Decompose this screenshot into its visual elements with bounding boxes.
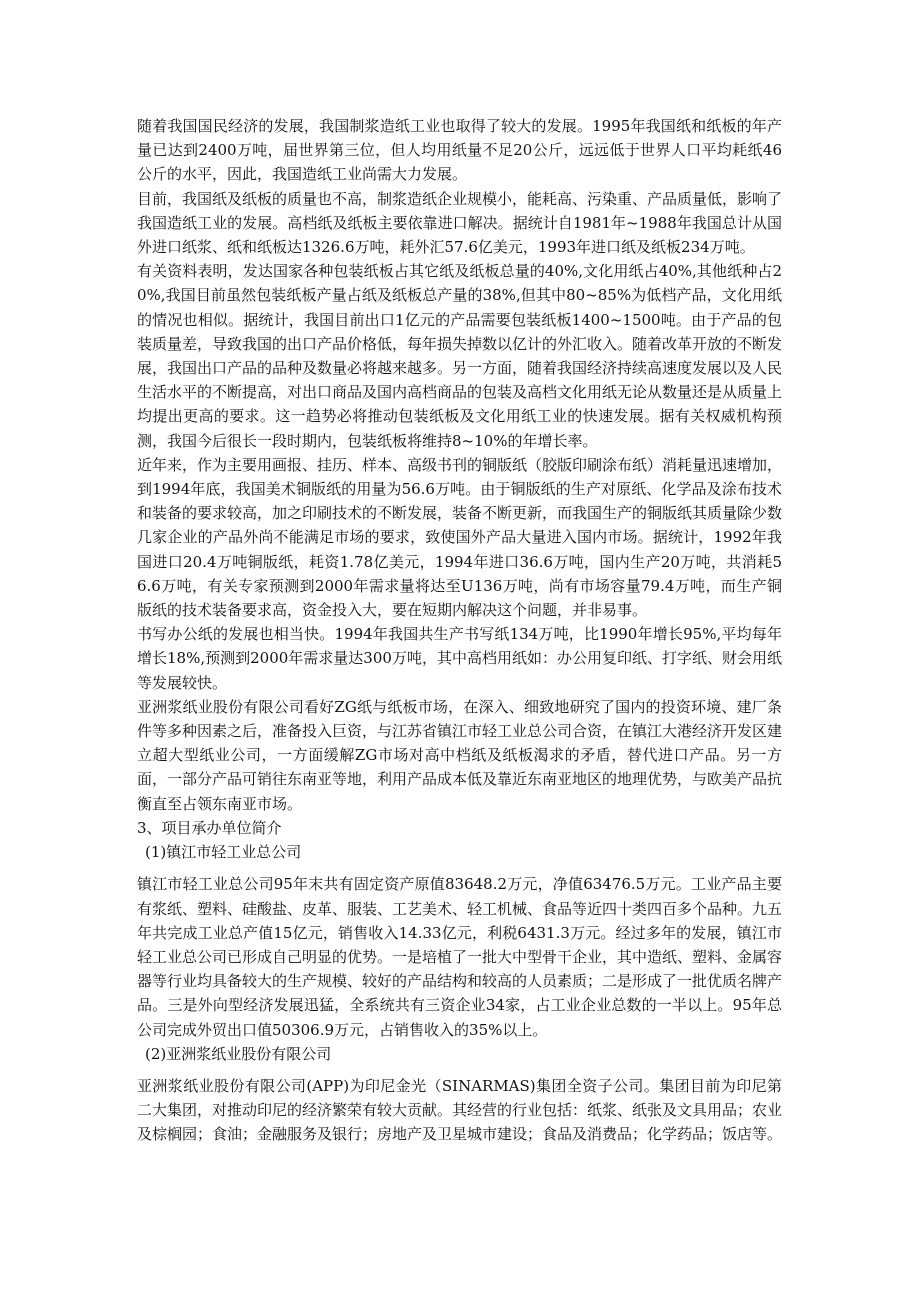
- subsection-heading-zhenjiang: (1)镇江市轻工业总公司: [145, 843, 302, 862]
- subsection-heading-app: (2)亚洲浆纸业股份有限公司: [145, 1044, 332, 1063]
- paragraph-paper-quality: 目前，我国纸及纸板的质量也不高，制浆造纸企业规模小，能耗高、污染重、产品质量低，影响了我国造纸工业的发展。高档纸及纸板主要依靠进口解决。据统计自1981年~1988年我国总计从国外进口纸浆、纸和纸板达1326.6万吨，耗外汇57.6亿美元，1993年进口纸及纸板234万吨。: [137, 189, 783, 257]
- document-body: [137, 114, 782, 1147]
- paragraph-industry-growth: 随着我国国民经济的发展，我国制浆造纸工业也取得了较大的发展。1995年我国纸和纸板的年产量已达到2400万吨，届世界第三位，但人均用纸量不足20公斤，远远低于世界人口平均耗纸46公斤的水平，因此，我国造纸工业尚需大力发展。: [137, 117, 782, 184]
- paragraph-app-investment: 亚洲浆纸业股份有限公司看好ZG纸与纸板市场，在深入、细致地研究了国内的投资环境、建厂条件等多种因素之后，准备投入巨资，与江苏省镇江市轻工业总公司合资，在镇江大港经济开发区建立超大型纸业公司，一方面缓解ZG市场对高中档纸及纸板渴求的矛盾，替代进口产品。另一方面，一部分产品可销往东南亚等地，利用产品成本低及靠近东南亚地区的地理优势，与欧美产品抗衡直至占领东南亚市场。: [137, 697, 783, 813]
- paragraph-app-company: 亚洲浆纸业股份有限公司(APP)为印尼金光（SINARMAS)集团全资子公司。集团目前为印尼第二大集团，对推动印尼的经济繁荣有较大贡献。其经营的行业包括：纸浆、纸张及文具用品；农业及棕榈园；食油；金融服务及银行；房地产及卫星城市建设；食品及消费品；化学药品；饭店等。: [137, 1076, 783, 1144]
- paragraph-office-paper: 书写办公纸的发展也相当快。1994年我国共生产书写纸134万吨，比1990年增长95%,平均每年增长18%,预测到2000年需求量达300万吨，其中高档用纸如：办公用复印纸、打字纸、财会用纸等发展较快。: [137, 625, 782, 692]
- paragraph-coated-paper: 近年来，作为主要用画报、挂历、样本、高级书刊的铜版纸（胶版印刷涂布纸）消耗量迅速增加，到1994年底，我国美术铜版纸的用量为56.6万吨。由于铜版纸的生产对原纸、化学品及涂布技术和装备的要求较高，加之印刷技术的不断发展，装备不断更新，而我国生产的铜版纸其质量除少数几家企业的产品外尚不能满足市场的要求，致使国外产品大量进入国内市场。据统计，1992年我国进口20.4万吨铜版纸，耗资1.78亿美元，1994年进口36.6万吨，国内生产20万吨，共消耗56.6万吨，有关专家预测到2000年需求量将达至U136万吨，尚有市场容量79.4万吨，而生产铜版纸的技术装备要求高，资金投入大，要在短期内解决这个问题，并非易事。: [137, 455, 783, 620]
- paragraph-zhenjiang-company: 镇江市轻工业总公司95年末共有固定资产原值83648.2万元，净值63476.5万元。工业产品主要有浆纸、塑料、硅酸盐、皮革、服装、工艺美术、轻工机械、食品等近四十类四百多个品种。九五年共完成工业总产值15亿元，销售收入14.33亿元，利税6431.3万元。经过多年的发展，镇江市轻工业总公司已形成自己明显的优势。一是培植了一批大中型骨干企业，其中造纸、塑料、金属容器等行业均具备较大的生产规模、较好的产品结构和较高的人员素质；二是形成了一批优质名牌产品。三是外向型经济发展迅猛，全系统共有三资企业34家，占工业企业总数的一半以上。95年总公司完成外贸出口值50306.9万元，占销售收入的35%以上。: [137, 875, 783, 1039]
- section-heading: 3、项目承办单位简介: [137, 818, 282, 837]
- paragraph-packaging-board: 有关资料表明，发达国家各种包装纸板占其它纸及纸板总量的40%,文化用纸占40%,其他纸种占20%,我国目前虽然包装纸板产量占纸及纸板总产量的38%,但其中80~85%为低档产品，文化用纸的情况也相似。据统计，我国目前出口1亿元的产品需要包装纸板1400~1500吨。由于产品的包装质量差，导致我国的出口产品价格低，每年损失掉数以亿计的外汇收入。随着改革开放的不断发展，我国出口产品的品种及数量必将越来越多。另一方面，随着我国经济持续高速度发展以及人民生活水平的不断提高，对出口商品及国内高档商品的包装及高档文化用纸无论从数量还是从质量上均提出更高的要求。这一趋势必将推动包装纸板及文化用纸工业的快速发展。据有关权威机构预测，我国今后很长一段时期内，包装纸板将维持8~10%的年增长率。: [137, 262, 783, 450]
